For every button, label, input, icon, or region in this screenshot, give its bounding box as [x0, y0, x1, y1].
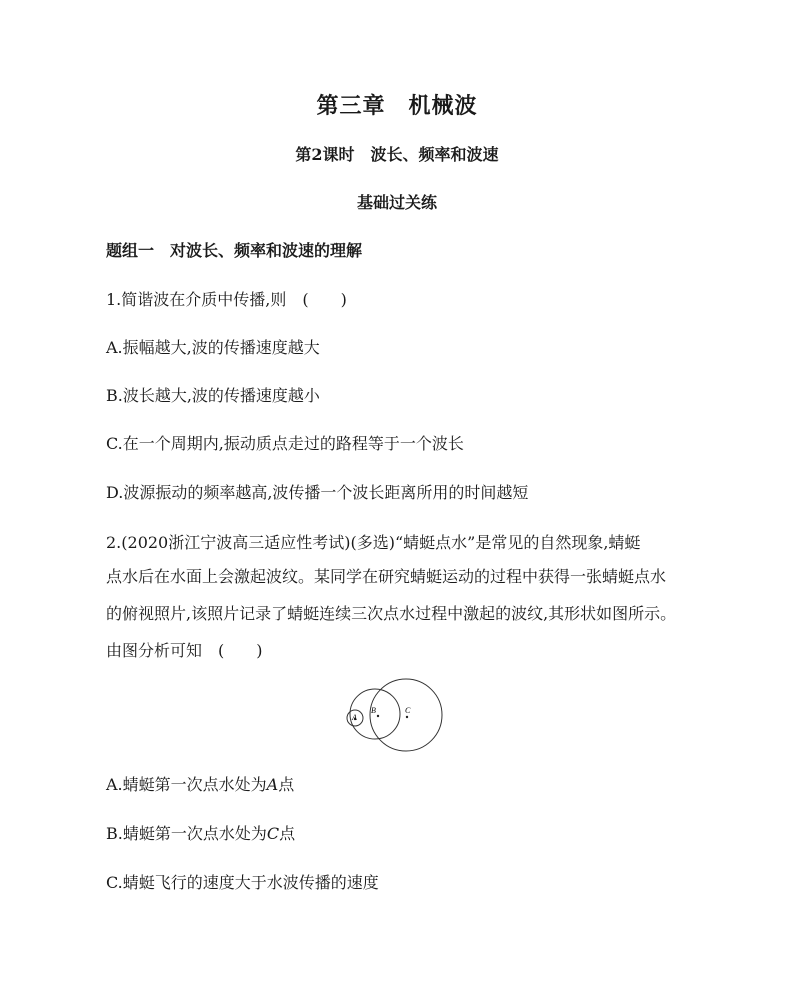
- question-2-stem-line-2: 点水后在水面上会激起波纹。某同学在研究蜻蜓运动的过程中获得一张蜻蜓点水: [106, 567, 667, 586]
- question-2-stem-line-4: 由图分析可知 ( ): [106, 641, 263, 660]
- question-2-option-a: [106, 772, 294, 795]
- question-2-stem-line-1: 2.(2020浙江宁波高三适应性考试)(多选)“蜻蜓点水”是常见的自然现象,蜻蜓: [106, 533, 641, 552]
- question-2-option-a-var: A: [266, 775, 279, 794]
- question-2-option-a-suffix: 点: [278, 775, 295, 794]
- question-group-title: 题组一 对波长、频率和波速的理解: [106, 241, 363, 260]
- question-2-stem-line-3: 的俯视照片,该照片记录了蜻蜓连续三次点水过程中激起的波纹,其形状如图所示。: [106, 604, 677, 623]
- question-1-option-a: A.振幅越大,波的传播速度越大: [106, 338, 320, 357]
- point-b-label: B: [371, 706, 376, 715]
- question-1-option-d: D.波源振动的频率越高,波传播一个波长距离所用的时间越短: [106, 483, 529, 502]
- ripple-figure: [340, 676, 450, 756]
- point-a-label: A: [352, 713, 357, 722]
- lesson-subtitle: 第2课时 波长、频率和波速: [295, 145, 499, 164]
- point-c-dot: [406, 716, 408, 718]
- question-2-option-b-suffix: 点: [279, 824, 296, 843]
- question-2-option-a-text: A.蜻蜓第一次点水处为: [106, 775, 267, 794]
- section-heading: 基础过关练: [356, 193, 437, 212]
- question-1-stem: 1.简谐波在介质中传播,则 ( ): [106, 290, 347, 309]
- question-2-option-b-var: C: [266, 824, 280, 843]
- page-title: 第三章 机械波: [316, 93, 478, 119]
- question-2-option-b-text: B.蜻蜓第一次点水处为: [106, 824, 267, 843]
- point-c-label: C: [405, 706, 411, 715]
- question-1-option-c: C.在一个周期内,振动质点走过的路程等于一个波长: [106, 434, 464, 453]
- question-2-option-b: [106, 821, 295, 844]
- question-1-option-b: B.波长越大,波的传播速度越小: [106, 386, 320, 405]
- point-b-dot: [377, 715, 379, 717]
- question-2-option-c: C.蜻蜓飞行的速度大于水波传播的速度: [106, 873, 379, 892]
- ripple-circle-c: [370, 679, 442, 751]
